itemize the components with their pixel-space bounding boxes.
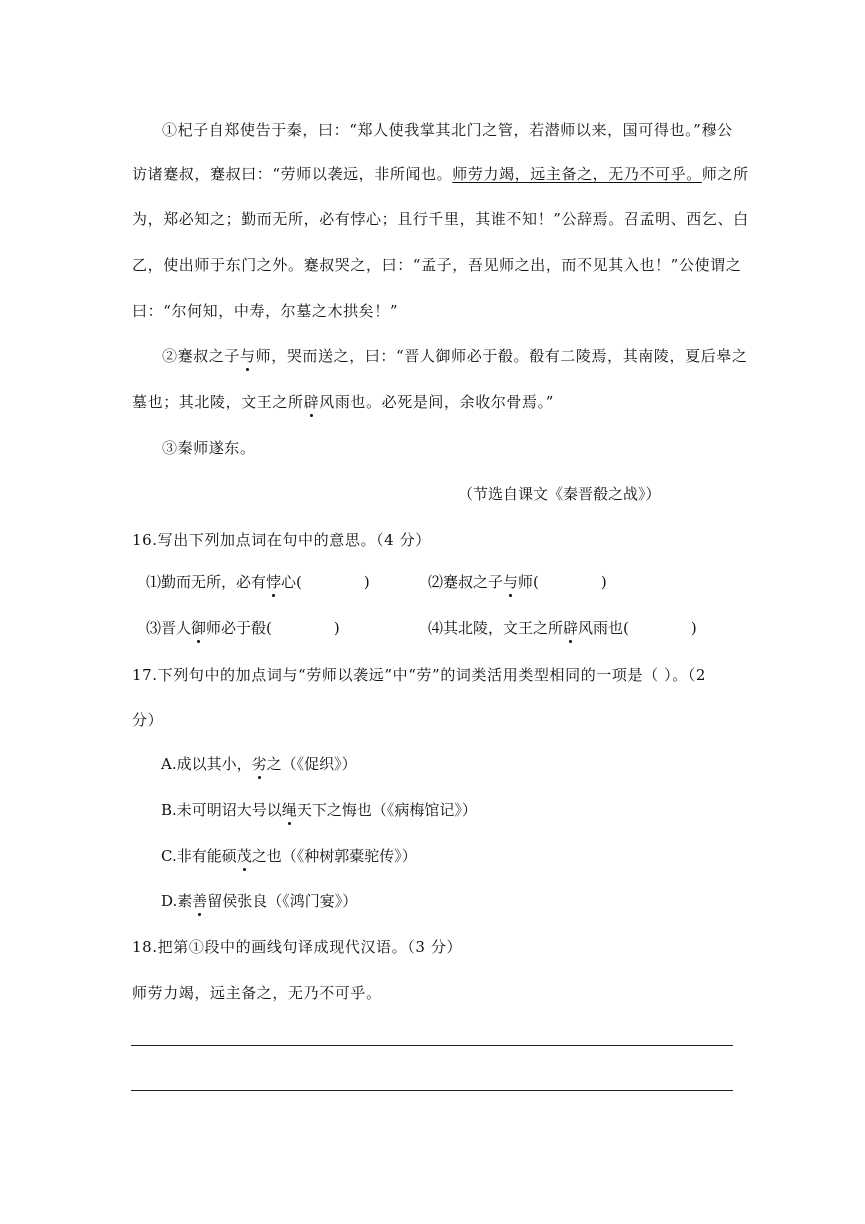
q17-option-d[interactable] [161,890,357,911]
q16-item-4 [428,617,697,638]
dotted-word: 御 [191,619,207,637]
q17-option-a[interactable] [161,753,357,774]
q16-item-3 [146,617,340,638]
question-18-sentence: 师劳力竭，远主备之，无乃不可乎。 [132,984,382,1002]
passage-text: 墓也；其北陵，文王之所 [132,393,304,411]
passage-text: 师，哭而送之，曰：“晋人御师必于殽。殽有二陵焉，其南陵，夏后皋之 [255,347,748,365]
passage-text: 风雨也。必死是间，余收尔骨焉。” [319,393,554,411]
passage-line: 曰：“尔何知，中寿，尔墓之木拱矣！” [132,302,399,320]
answer-line[interactable] [131,1045,733,1046]
q17-option-b[interactable] [161,799,477,820]
question-16-stem: 16.写出下列加点词在句中的意思。（4 分） [132,531,431,549]
option-text: 之（《促织》） [266,755,357,773]
option-text: D.素 [161,892,193,910]
dotted-word: 与 [240,347,256,365]
option-text: A.成以其小， [161,755,252,773]
dotted-word: 悖 [266,573,282,591]
item-text: 师必于殽( [206,619,272,637]
passage-text: 师之所 [701,165,749,183]
dotted-word: 辟 [563,619,579,637]
option-text: 天下之悔也（《病梅馆记》） [296,801,477,819]
passage-line: 乙，使出师于东门之外。蹇叔哭之，曰：“孟子，吾见师之出，而不见其入也！”公使谓之 [132,256,742,274]
dotted-word: 绳 [281,801,297,819]
passage-text: ②蹇叔之子 [162,347,241,365]
answer-line[interactable] [131,1090,733,1091]
item-text: ) [333,619,340,637]
passage-text: 访诸蹇叔，蹇叔曰：“劳师以袭远，非所闻也。 [132,165,453,183]
passage-line: ①杞子自郑使告于秦，曰：“郑人使我掌其北门之管，若潜师以来，国可得也。”穆公 [162,121,733,139]
underlined-sentence: 师劳力竭，远主备之，无乃不可乎。 [452,165,702,183]
item-text: ) [600,573,607,591]
passage-line [132,163,749,184]
source-citation: （节选自课文《秦晋殽之战》） [458,485,661,503]
option-text: B.未可明诏大号以 [161,801,282,819]
item-text: ⑷其北陵，文王之所 [428,619,564,637]
dotted-word: 辟 [303,393,320,411]
dotted-word: 善 [192,892,208,910]
passage-line: ③秦师遂东。 [162,439,256,457]
option-text: 留侯张良（《鸿门宴》） [207,892,358,910]
dotted-word: 茂 [236,847,252,865]
item-text: ⑶晋人 [146,619,192,637]
q17-option-c[interactable] [161,845,417,866]
q16-item-2 [428,571,607,592]
question-17-stem: 分） [132,711,164,729]
passage-line [162,345,748,366]
option-text: 之也（《种树郭橐驼传》） [251,847,417,865]
item-text: ⑵蹇叔之子 [428,573,504,591]
passage-line: 为，郑必知之；勤而无所，必有悖心；且行千里，其谁不知！”公辞焉。召孟明、西乞、白 [132,210,749,228]
dotted-word: 劣 [251,755,267,773]
dotted-word: 与 [503,573,519,591]
item-text: ⑴勤而无所，必有 [146,573,267,591]
item-text: 师( [518,573,539,591]
question-17-stem: 17.下列句中的加点词与“劳师以袭远”中“劳”的词类活用类型相同的一项是（ ）。（2 [132,666,707,684]
question-18-stem: 18.把第①段中的画线句译成现代汉语。（3 分） [132,938,463,956]
item-text: 风雨也( [578,619,629,637]
option-text: C.非有能硕 [161,847,237,865]
item-text: ) [363,573,370,591]
q16-item-1 [146,571,370,592]
passage-line [132,391,554,412]
item-text: ) [690,619,697,637]
item-text: 心( [281,573,302,591]
